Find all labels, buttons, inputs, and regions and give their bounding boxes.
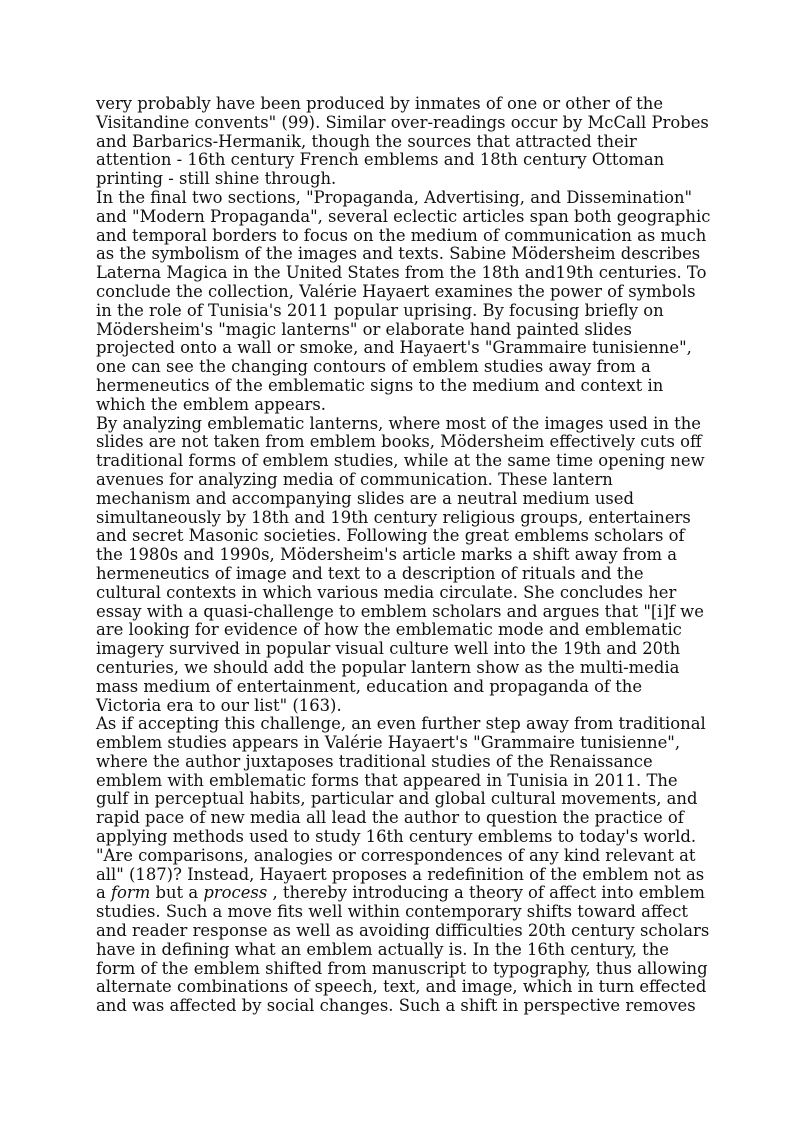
text-line: Mödersheim's "magic lanterns" or elaborate hand painted slides: [96, 319, 632, 339]
text-line: gulf in perceptual habits, particular and global cultural movements, and: [96, 789, 698, 809]
text-line: hermeneutics of image and text to a description of rituals and the: [96, 563, 644, 583]
text-line: which the emblem appears.: [96, 394, 326, 414]
text-line: one can see the changing contours of emblem studies away from a: [96, 357, 651, 377]
text-run: but a: [150, 883, 204, 903]
text-line: slides are not taken from emblem books, Mödersheim effectively cuts off: [96, 432, 702, 452]
text-run: , thereby introducing a theory of affect into emblem: [267, 883, 705, 903]
text-line: traditional forms of emblem studies, while at the same time opening new: [96, 451, 705, 471]
text-line: emblem studies appears in Valérie Hayaert's "Grammaire tunisienne",: [96, 733, 681, 753]
text-line: conclude the collection, Valérie Hayaert examines the power of symbols: [96, 281, 696, 301]
paragraph: [96, 714, 710, 1016]
text-line: Victoria era to our list" (163).: [96, 695, 342, 715]
paragraph: [96, 94, 709, 189]
text-line: and reader response as well as avoiding difficulties 20th century scholars: [96, 921, 710, 941]
text-line: have in defining what an emblem actually is. In the 16th century, the: [96, 939, 669, 959]
text-line: avenues for analyzing media of communication. These lantern: [96, 469, 613, 489]
text-line: attention - 16th century French emblems and 18th century Ottoman: [96, 150, 665, 170]
text-line: In the final two sections, "Propaganda, Advertising, and Dissemination": [96, 187, 693, 207]
text-line: As if accepting this challenge, an even further step away from traditional: [96, 714, 706, 734]
text-line: [96, 884, 706, 903]
text-line: applying methods used to study 16th century emblems to today's world.: [96, 827, 697, 847]
text-run: a: [96, 883, 111, 903]
text-line: emblem with emblematic forms that appeared in Tunisia in 2011. The: [96, 770, 678, 790]
text-line: By analyzing emblematic lanterns, where most of the images used in the: [96, 413, 701, 433]
text-line: and temporal borders to focus on the medium of communication as much: [96, 225, 707, 245]
text-line: simultaneously by 18th and 19th century religious groups, entertainers: [96, 507, 691, 527]
text-line: printing - still shine through.: [96, 169, 337, 189]
text-line: cultural contexts in which various media circulate. She concludes her: [96, 582, 677, 602]
paragraph: [96, 415, 706, 716]
text-line: hermeneutics of the emblematic signs to the medium and context in: [96, 375, 664, 395]
text-line: studies. Such a move fits well within contemporary shifts toward affect: [96, 902, 688, 922]
text-line: Laterna Magica in the United States from the 18th and19th centuries. To: [96, 263, 707, 283]
text-line: imagery survived in popular visual culture well into the 19th and 20th: [96, 639, 681, 659]
text-line: all" (187)? Instead, Hayaert proposes a redefinition of the emblem not as: [96, 864, 705, 884]
text-line: are looking for evidence of how the emblematic mode and emblematic: [96, 620, 682, 640]
text-line: centuries, we should add the popular lantern show as the multi-media: [96, 657, 680, 677]
text-line: in the role of Tunisia's 2011 popular uprising. By focusing briefly on: [96, 300, 664, 320]
emphasis-text: form: [110, 883, 151, 903]
text-line: mass medium of entertainment, education and propaganda of the: [96, 676, 643, 696]
text-line: and Barbarics-Hermanik, though the sources that attracted their: [96, 131, 637, 151]
text-line: and "Modern Propaganda", several eclectic articles span both geographic: [96, 206, 711, 226]
text-line: "Are comparisons, analogies or correspondences of any kind relevant at: [96, 845, 696, 865]
text-line: essay with a quasi-challenge to emblem scholars and argues that "[i]f we: [96, 601, 704, 621]
text-line: projected onto a wall or smoke, and Hayaert's "Grammaire tunisienne",: [96, 338, 692, 358]
text-line: very probably have been produced by inmates of one or other of the: [96, 94, 664, 113]
text-line: Visitandine convents" (99). Similar over-readings occur by McCall Probes: [96, 112, 709, 132]
text-line: alternate combinations of speech, text, and image, which in turn effected: [96, 977, 707, 997]
text-line: and secret Masonic societies. Following the great emblems scholars of: [96, 526, 685, 546]
text-line: where the author juxtaposes traditional studies of the Renaissance: [96, 751, 653, 771]
emphasis-text: process: [203, 883, 268, 903]
document-body: [96, 94, 711, 1016]
text-line: and was affected by social changes. Such a shift in perspective removes: [96, 996, 696, 1016]
text-line: form of the emblem shifted from manuscript to typography, thus allowing: [96, 958, 708, 978]
paragraph: [96, 187, 711, 415]
text-line: the 1980s and 1990s, Mödersheim's article marks a shift away from a: [96, 545, 678, 565]
text-line: as the symbolism of the images and texts. Sabine Mödersheim describes: [96, 244, 701, 264]
text-line: rapid pace of new media all lead the author to question the practice of: [96, 808, 684, 828]
text-line: mechanism and accompanying slides are a neutral medium used: [96, 488, 634, 508]
